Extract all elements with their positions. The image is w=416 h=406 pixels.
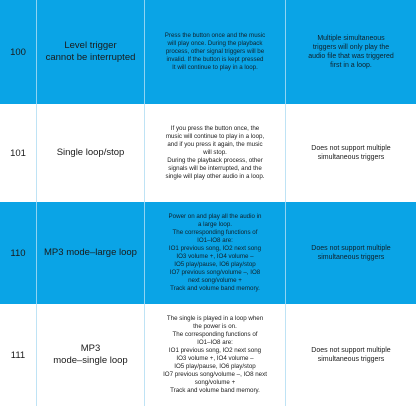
mode-description: The single is played in a loop when the power is on. The corresponding functions of IO1–IO8 are: IO1 previous song, IO2 next song IO3 volume +, IO4 volume – IO5 play/pause, IO6 play/stop IO7 previous song/volume –, IO8 next song/volume + Track and volume band memory. (163, 315, 267, 394)
table-row (0, 304, 416, 406)
mode-description: Power on and play all the audio in a large loop. The corresponding functions of IO1–IO8 are: IO1 previous song, IO2 next song IO3 volume +, IO4 volume – IO5 play/pause, IO6 play/stop IO7 previous song/volume –, IO8 next song/volume + Track and volume band memory. (168, 213, 262, 292)
table-row (0, 202, 416, 304)
multi-trigger-note: Does not support multiple simultaneous triggers (311, 144, 391, 161)
mode-number: 111 (10, 349, 26, 361)
mode-name: MP3 mode–single loop (53, 343, 128, 366)
mode-name: Single loop/stop (56, 147, 125, 159)
mode-number: 100 (10, 46, 26, 58)
multi-trigger-note: Multiple simultaneous triggers will only play the audio file that was triggered first in a loop. (308, 34, 394, 70)
multi-trigger-note: Does not support multiple simultaneous triggers (311, 346, 391, 363)
multi-trigger-note: Does not support multiple simultaneous triggers (311, 244, 391, 261)
mode-name: Level trigger cannot be interrupted (45, 40, 136, 63)
mode-number: 110 (10, 247, 26, 259)
table-row (0, 104, 416, 202)
mode-description: Press the button once and the music will play once. During the playback process, other signal triggers will be invalid. If the button is kept pressed It will continue to play in a loop. (164, 32, 266, 71)
mode-number: 101 (10, 147, 26, 159)
mode-description: If you press the button once, the music will continue to play in a loop, and if you press it again, the music will stop. During the playback process, other signals will be interrupted, and the single will play other audio in a loop. (165, 125, 265, 180)
mode-name: MP3 mode–large loop (44, 247, 137, 259)
table-row (0, 0, 416, 104)
